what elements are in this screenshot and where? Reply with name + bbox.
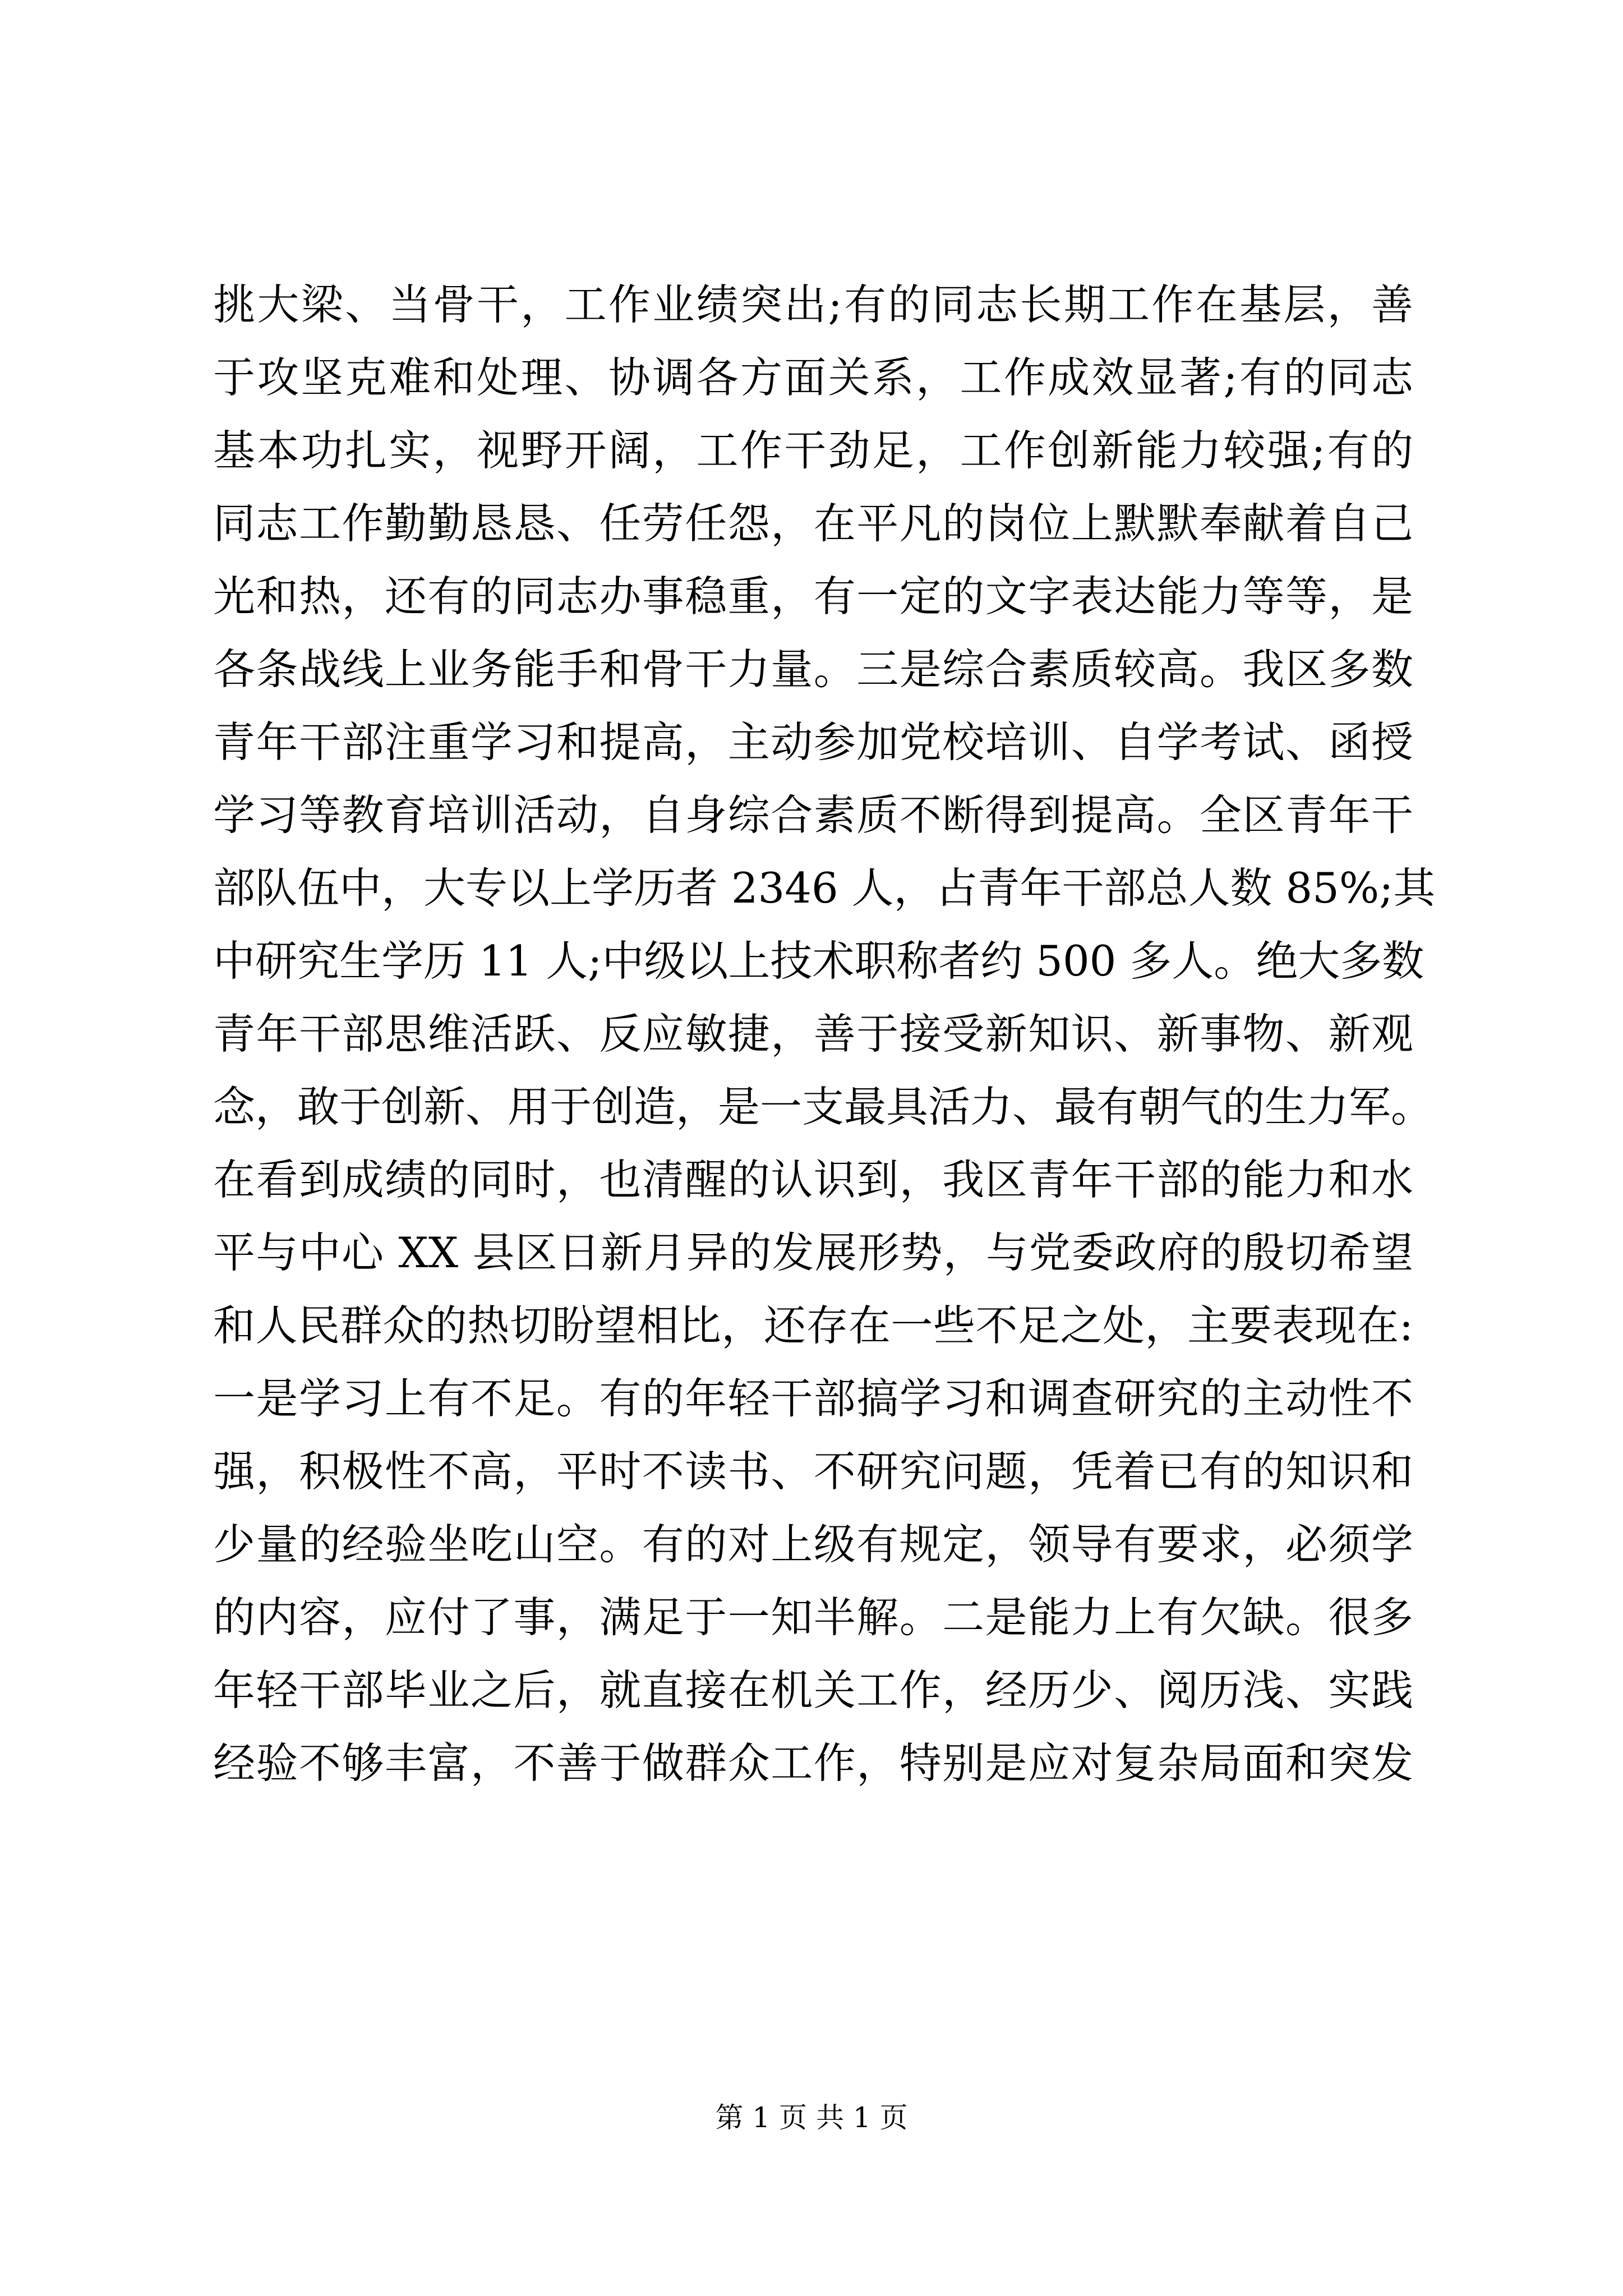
text-line: 挑大梁、当骨干，工作业绩突出;有的同志长期工作在基层，善: [213, 280, 1413, 329]
text-line: 在看到成绩的同时，也清醒的认识到，我区青年干部的能力和水: [213, 1155, 1413, 1204]
text-line: 中研究生学历 11 人;中级以上技术职称者约 500 多人。绝大多数: [213, 936, 1424, 986]
text-line: 的内容，应付了事，满足于一知半解。二是能力上有欠缺。很多: [213, 1593, 1413, 1642]
text-line: 青年干部注重学习和提高，主动参加党校培训、自学考试、函授: [213, 717, 1413, 767]
text-line: 部队伍中，大专以上学历者 2346 人，占青年干部总人数 85%;其: [213, 863, 1436, 913]
text-line: 年轻干部毕业之后，就直接在机关工作，经历少、阅历浅、实践: [213, 1665, 1413, 1715]
text-line: 同志工作勤勤恳恳、任劳任怨，在平凡的岗位上默默奉献着自己: [213, 499, 1413, 548]
body-text: [213, 268, 1436, 1800]
text-line: 一是学习上有不足。有的年轻干部搞学习和调查研究的主动性不: [213, 1374, 1413, 1423]
text-line: 于攻坚克难和处理、协调各方面关系，工作成效显著;有的同志: [213, 353, 1413, 402]
text-line: 念，敢于创新、用于创造，是一支最具活力、最有朝气的生力军。: [213, 1082, 1433, 1131]
text-line: 和人民群众的热切盼望相比，还存在一些不足之处，主要表现在:: [213, 1301, 1413, 1350]
text-line: 平与中心 XX 县区日新月异的发展形势，与党委政府的殷切希望: [213, 1228, 1413, 1277]
text-line: 学习等教育培训活动，自身综合素质不断得到提高。全区青年干: [213, 790, 1413, 840]
text-line: 青年干部思维活跃、反应敏捷，善于接受新知识、新事物、新观: [213, 1009, 1413, 1059]
text-line: 光和热，还有的同志办事稳重，有一定的文字表达能力等等，是: [213, 572, 1413, 621]
text-line: 基本功扎实，视野开阔，工作干劲足，工作创新能力较强;有的: [213, 426, 1413, 475]
text-line: 经验不够丰富，不善于做群众工作，特别是应对复杂局面和突发: [213, 1738, 1413, 1788]
page-number-footer: 第 1 页 共 1 页: [715, 2101, 908, 2134]
text-line: 各条战线上业务能手和骨干力量。三是综合素质较高。我区多数: [213, 645, 1413, 694]
text-line: 强，积极性不高，平时不读书、不研究问题，凭着已有的知识和: [213, 1447, 1413, 1496]
text-line: 少量的经验坐吃山空。有的对上级有规定，领导有要求，必须学: [213, 1520, 1413, 1569]
